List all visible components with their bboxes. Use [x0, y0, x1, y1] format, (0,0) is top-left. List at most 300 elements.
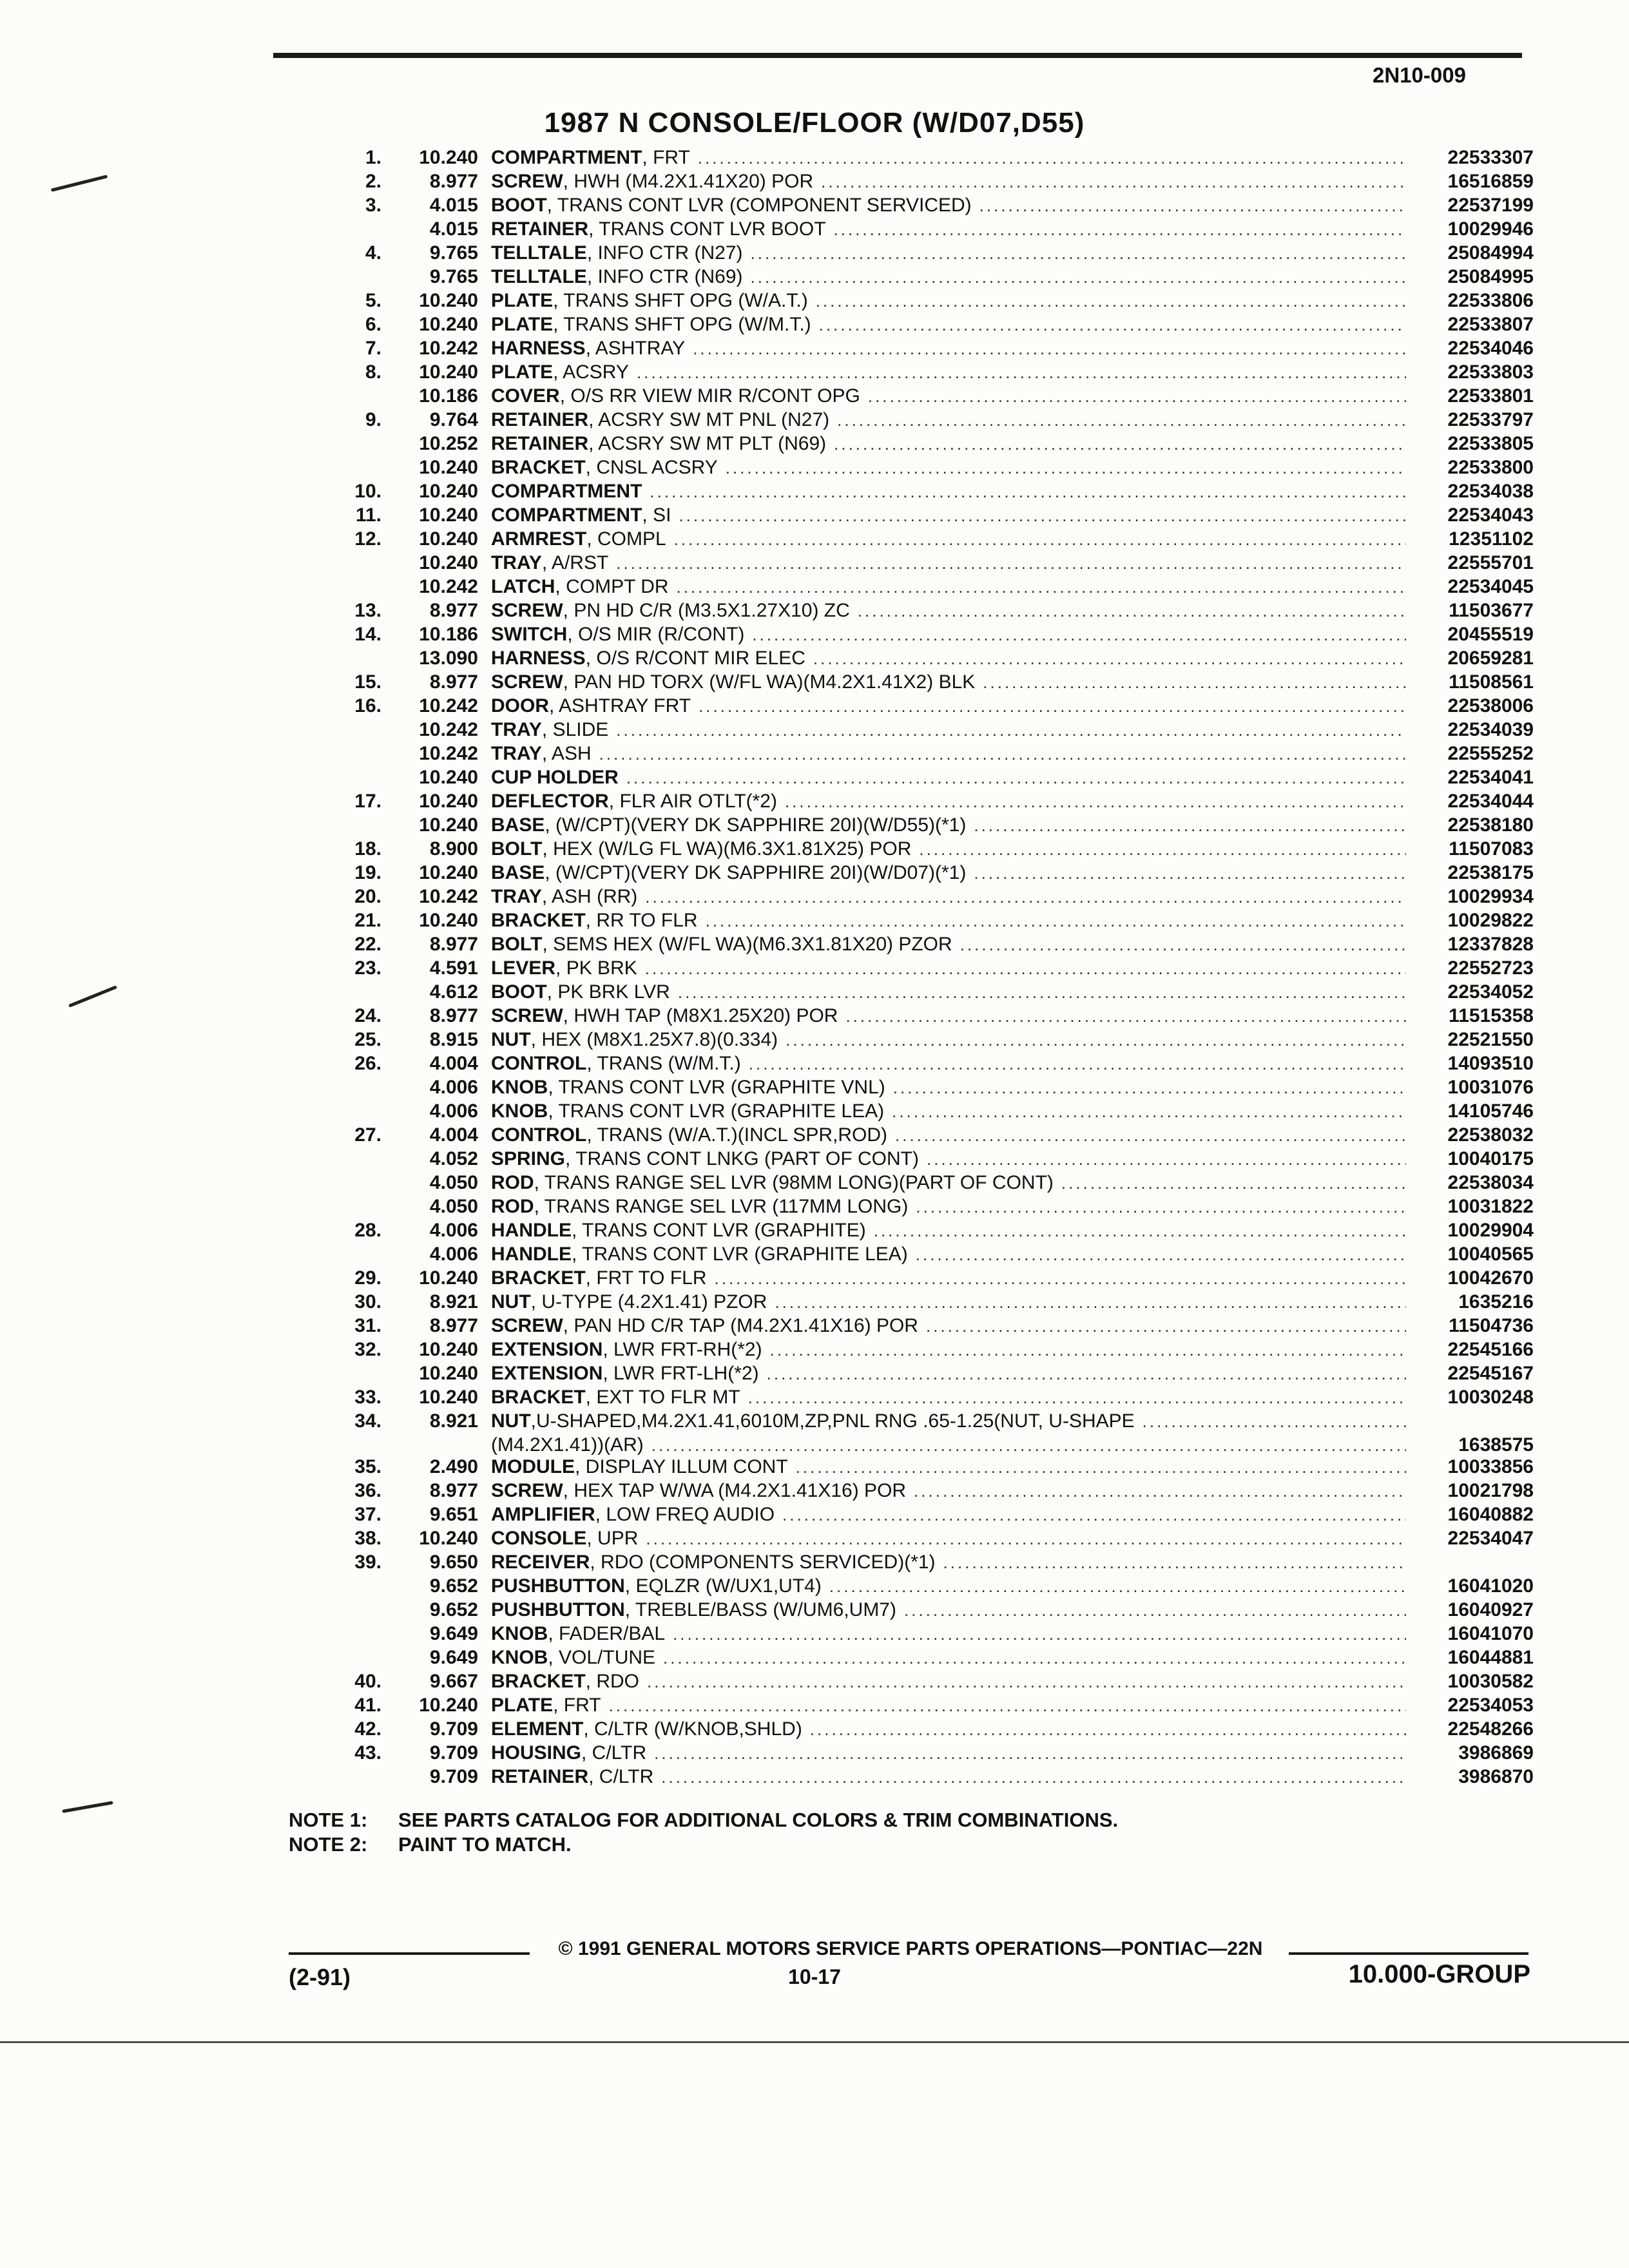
part-row: [335, 1456, 1534, 1480]
part-row: [335, 1220, 1534, 1244]
part-row: [335, 838, 1534, 862]
part-detail: , O/S R/CONT MIR ELEC: [585, 648, 805, 669]
part-detail: , ASH: [541, 743, 592, 764]
part-description: [491, 1480, 914, 1502]
part-row: [335, 600, 1534, 624]
part-detail: , TRANS RANGE SEL LVR (98MM LONG)(PART OF CONT): [534, 1172, 1054, 1193]
part-name: KNOB: [491, 1077, 548, 1098]
group-number: 10.240: [419, 1695, 478, 1716]
item-number: 7.: [365, 338, 381, 359]
scan-mark: [68, 985, 117, 1008]
part-detail: , FLR AIR OTLT(*2): [608, 791, 777, 812]
part-detail: , VOL/TUNE: [548, 1647, 656, 1668]
part-name: BRACKET: [491, 1671, 586, 1692]
dot-leader: [874, 1221, 1406, 1241]
part-name: SCREW: [491, 671, 563, 693]
item-number: 26.: [354, 1053, 381, 1074]
part-number: 22534043: [1447, 505, 1534, 526]
group-number: 4.612: [429, 981, 478, 1003]
group-number: 4.006: [429, 1077, 478, 1098]
part-row: [335, 1528, 1534, 1552]
item-number: 41.: [354, 1695, 381, 1716]
page-code: 2N10-009: [1373, 63, 1466, 87]
part-description: [491, 1124, 895, 1146]
item-number: 16.: [354, 695, 381, 716]
part-name: ARMREST: [491, 528, 587, 550]
part-row: [335, 934, 1534, 957]
part-row: [335, 814, 1534, 838]
part-detail: , ACSRY SW MT PNL (N27): [588, 409, 830, 430]
group-number: 10.240: [419, 862, 478, 883]
part-detail: , ASH (RR): [541, 886, 638, 907]
part-number: 22533797: [1447, 409, 1534, 430]
note-2: [289, 1832, 1118, 1857]
group-number: 4.050: [429, 1172, 478, 1193]
group-number: 10.240: [419, 290, 478, 311]
part-number: 22534053: [1447, 1695, 1534, 1716]
part-description: [491, 1718, 810, 1740]
part-description: [491, 171, 821, 193]
dot-leader: [919, 840, 1406, 860]
part-row: [335, 981, 1534, 1005]
item-number: 36.: [354, 1480, 381, 1501]
item-number: 2.: [365, 171, 381, 192]
part-name: LEVER: [491, 957, 556, 979]
group-number: 10.186: [419, 385, 478, 407]
part-description: [491, 910, 706, 932]
part-row: [335, 719, 1534, 743]
group-number: 9.667: [429, 1671, 478, 1692]
item-number: 33.: [354, 1387, 381, 1408]
dot-leader: [816, 291, 1406, 311]
part-description: [491, 862, 974, 884]
part-row: [335, 1315, 1534, 1339]
dot-leader: [979, 196, 1406, 216]
part-row: [335, 290, 1534, 314]
dot-leader: [752, 625, 1406, 645]
part-description: [491, 886, 645, 908]
part-row: [335, 1077, 1534, 1100]
part-description: [491, 409, 837, 431]
item-number: 43.: [354, 1742, 381, 1763]
item-number: 42.: [354, 1718, 381, 1740]
dot-leader: [819, 315, 1406, 335]
part-detail: , (W/CPT)(VERY DK SAPPHIRE 20I)(W/D55)(*1): [545, 814, 967, 836]
part-detail: , FRT: [642, 147, 690, 168]
part-description: [491, 1053, 749, 1075]
part-detail: , C/LTR: [581, 1742, 647, 1763]
part-row: [335, 695, 1534, 719]
part-number: 22555252: [1447, 743, 1534, 764]
part-row: [335, 171, 1534, 195]
group-number: 9.709: [429, 1766, 478, 1787]
part-detail: , C/LTR (W/KNOB,SHLD): [583, 1718, 802, 1740]
dot-leader: [837, 410, 1406, 430]
part-name: RETAINER: [491, 409, 589, 430]
part-row: [335, 743, 1534, 767]
part-description: [491, 1148, 927, 1170]
part-description: [491, 1005, 845, 1027]
dot-leader: [834, 220, 1406, 240]
part-number: 11508561: [1449, 671, 1534, 693]
part-name: BOOT: [491, 981, 547, 1003]
part-row: [335, 1410, 1534, 1434]
part-description: [491, 1291, 775, 1313]
part-number: 10042670: [1447, 1267, 1534, 1289]
dot-leader: [785, 792, 1406, 812]
group-number: 10.242: [419, 743, 478, 764]
dot-leader: [834, 434, 1406, 454]
part-detail: , ASHTRAY: [585, 338, 686, 359]
dot-leader: [770, 1340, 1406, 1360]
dot-leader: [829, 1577, 1406, 1597]
group-number: 9.650: [429, 1552, 478, 1573]
dot-leader: [927, 1149, 1406, 1169]
part-number: 22534041: [1447, 767, 1534, 788]
dot-leader: [892, 1102, 1406, 1122]
part-description: [491, 791, 785, 812]
part-number: 20455519: [1447, 624, 1534, 645]
part-number: 11503677: [1449, 600, 1534, 621]
group-number: 10.242: [419, 886, 478, 907]
part-number: 22521550: [1447, 1029, 1534, 1050]
part-number: 22533805: [1447, 433, 1534, 454]
dot-leader: [943, 1553, 1406, 1573]
dot-leader: [775, 1293, 1406, 1312]
part-description: [491, 1766, 661, 1788]
part-row: [335, 1599, 1534, 1623]
group-number: 4.006: [429, 1220, 478, 1241]
part-name: DOOR: [491, 695, 549, 716]
part-detail: , RDO: [585, 1671, 640, 1692]
part-name: COMPARTMENT: [491, 147, 642, 168]
group-number: 9.651: [429, 1504, 478, 1525]
item-number: 12.: [354, 528, 381, 550]
part-description: [491, 1456, 796, 1478]
dot-leader: [810, 1720, 1406, 1740]
part-name: PLATE: [491, 290, 554, 311]
dot-leader: [748, 1388, 1406, 1408]
part-description: [491, 671, 983, 693]
group-number: 10.240: [419, 1528, 478, 1549]
part-number: 10021798: [1447, 1480, 1534, 1501]
part-name: PLATE: [491, 361, 554, 383]
part-number: 22534039: [1447, 719, 1534, 740]
part-number: 22538175: [1447, 862, 1534, 883]
part-description: [491, 1029, 786, 1051]
part-detail: , CNSL ACSRY: [585, 457, 718, 478]
group-number: 13.090: [419, 648, 478, 669]
part-description: [491, 1339, 770, 1361]
part-row: [335, 1363, 1534, 1387]
note-text: PAINT TO MATCH.: [398, 1833, 572, 1856]
part-description: [491, 814, 974, 836]
group-number: 8.977: [429, 600, 478, 621]
page-number: 10-17: [788, 1965, 841, 1988]
part-row: [335, 1766, 1534, 1790]
group-number: 10.242: [419, 576, 478, 597]
part-row: [335, 1100, 1534, 1124]
item-number: 10.: [354, 481, 381, 502]
dot-leader: [916, 1245, 1406, 1265]
part-detail: , ASHTRAY FRT: [549, 695, 691, 716]
part-detail: , SI: [642, 505, 671, 526]
part-number: 22548266: [1447, 1718, 1534, 1740]
part-name: MODULE: [491, 1456, 575, 1477]
part-row: [335, 1005, 1534, 1029]
part-name: CONTROL: [491, 1124, 587, 1146]
group-number: 9.765: [429, 242, 478, 264]
part-description: [491, 743, 599, 765]
part-detail: , C/LTR: [588, 1766, 654, 1787]
part-number: 10033856: [1447, 1456, 1534, 1477]
dot-leader: [661, 1767, 1406, 1787]
part-detail: , RR TO FLR: [585, 910, 698, 931]
part-number: 10031076: [1447, 1077, 1534, 1098]
part-name: TRAY: [491, 719, 542, 740]
part-number: 16040882: [1447, 1504, 1534, 1525]
part-row: [335, 1196, 1534, 1220]
part-number: 12337828: [1447, 934, 1534, 955]
part-row: [335, 1504, 1534, 1528]
part-description: [491, 1671, 647, 1693]
note-label: NOTE 2:: [289, 1833, 368, 1856]
part-description: [491, 1742, 654, 1764]
dot-leader: [916, 1197, 1406, 1217]
part-row: [335, 1434, 1534, 1456]
part-description: [491, 1244, 916, 1265]
dot-leader: [893, 1078, 1406, 1098]
part-detail: , DISPLAY ILLUM CONT: [575, 1456, 788, 1477]
item-number: 25.: [354, 1029, 381, 1050]
part-number: 10040565: [1447, 1244, 1534, 1265]
part-detail: , TRANS CONT LVR (GRAPHITE LEA): [548, 1100, 885, 1122]
part-name: COMPARTMENT: [491, 481, 642, 502]
part-name: BASE: [491, 862, 545, 883]
item-number: 20.: [354, 886, 381, 907]
group-number: 9.649: [429, 1647, 478, 1668]
part-row: [335, 195, 1534, 218]
part-detail: , COMPT DR: [555, 576, 669, 597]
group-number: 10.240: [419, 814, 478, 836]
dot-leader: [751, 267, 1406, 287]
part-row: [335, 409, 1534, 433]
part-detail: , RDO (COMPONENTS SERVICED)(*1): [590, 1552, 936, 1573]
item-number: 24.: [354, 1005, 381, 1026]
item-number: 5.: [365, 290, 381, 311]
group-code: 10.000-GROUP: [1348, 1960, 1530, 1988]
part-name: SPRING: [491, 1148, 566, 1169]
part-row: [335, 505, 1534, 528]
dot-leader: [599, 744, 1406, 764]
part-description: [491, 719, 616, 741]
item-number: 32.: [354, 1339, 381, 1360]
part-detail: ,U-SHAPED,M4.2X1.41,6010M,ZP,PNL RNG .65-1.25(NUT, U-SHAPE: [530, 1410, 1135, 1432]
item-number: 19.: [354, 862, 381, 883]
group-number: 8.977: [429, 671, 478, 693]
part-detail: , FADER/BAL: [548, 1623, 666, 1644]
part-row: [335, 767, 1534, 791]
part-number: 22534047: [1447, 1528, 1534, 1549]
part-number: 22533801: [1447, 385, 1534, 407]
part-name: BRACKET: [491, 910, 586, 931]
part-number: 10031822: [1447, 1196, 1534, 1217]
part-name: DEFLECTOR: [491, 791, 609, 812]
group-number: 4.052: [429, 1148, 478, 1169]
item-number: 37.: [354, 1504, 381, 1525]
dot-leader: [609, 1696, 1406, 1716]
part-name: BOLT: [491, 934, 543, 955]
item-number: 18.: [354, 838, 381, 860]
dot-leader: [904, 1600, 1406, 1620]
item-number: 22.: [354, 934, 381, 955]
part-row: [335, 1053, 1534, 1077]
dot-leader: [796, 1457, 1406, 1477]
group-number: 10.242: [419, 338, 478, 359]
item-number: 38.: [354, 1528, 381, 1549]
dot-leader: [673, 1624, 1406, 1644]
part-description: [491, 195, 979, 216]
part-detail: , ACSRY: [553, 361, 629, 383]
part-row: [335, 147, 1534, 171]
part-name: TRAY: [491, 743, 542, 764]
item-number: 27.: [354, 1124, 381, 1146]
dot-leader: [782, 1505, 1406, 1525]
group-number: 10.242: [419, 695, 478, 716]
part-detail: , INFO CTR (N69): [586, 266, 743, 287]
part-name: PLATE: [491, 314, 554, 335]
part-description: [491, 695, 699, 717]
part-row: [335, 576, 1534, 600]
part-row: [335, 1552, 1534, 1575]
footer-rule-right: [1289, 1952, 1528, 1955]
part-detail: , O/S MIR (R/CONT): [567, 624, 745, 645]
part-number: 22552723: [1447, 957, 1534, 979]
part-detail: , COMPL: [586, 528, 666, 550]
part-name: BOOT: [491, 195, 547, 216]
part-detail: , TREBLE/BASS (W/UM6,UM7): [624, 1599, 896, 1620]
part-name: HANDLE: [491, 1244, 572, 1265]
dot-leader: [706, 911, 1406, 931]
part-row: [335, 457, 1534, 481]
group-number: 10.240: [419, 910, 478, 931]
part-name: CONTROL: [491, 1053, 587, 1074]
group-number: 8.900: [429, 838, 478, 860]
part-number: 3986870: [1458, 1766, 1534, 1787]
scan-mark: [51, 175, 108, 192]
dot-leader: [926, 1316, 1406, 1336]
item-number: 14.: [354, 624, 381, 645]
part-name: SWITCH: [491, 624, 568, 645]
part-description: [491, 1504, 782, 1526]
part-description: [491, 767, 626, 789]
part-name: KNOB: [491, 1647, 548, 1668]
part-number: 22533807: [1447, 314, 1534, 335]
part-number: 22534044: [1447, 791, 1534, 812]
group-number: 10.240: [419, 505, 478, 526]
part-row: [335, 1244, 1534, 1267]
part-name: KNOB: [491, 1623, 548, 1644]
group-number: 9.649: [429, 1623, 478, 1644]
part-description: [491, 552, 616, 574]
date-code: (2-91): [289, 1964, 351, 1990]
group-number: 4.015: [429, 195, 478, 216]
notes: [289, 1808, 1118, 1857]
part-detail: , TRANS CONT LVR (COMPONENT SERVICED): [546, 195, 972, 216]
part-name: PUSHBUTTON: [491, 1575, 625, 1597]
part-detail: (M4.2X1.41))(AR): [491, 1434, 644, 1456]
part-number: 22545167: [1447, 1363, 1534, 1384]
item-number: 30.: [354, 1291, 381, 1312]
dot-leader: [726, 458, 1406, 478]
part-number: 22538032: [1447, 1124, 1534, 1146]
part-name: TELLTALE: [491, 266, 587, 287]
part-description: [491, 576, 677, 598]
part-name: AMPLIFIER: [491, 1504, 595, 1525]
part-number: 1635216: [1458, 1291, 1534, 1312]
part-detail: , PAN HD TORX (W/FL WA)(M4.2X1.41X2) BLK: [563, 671, 976, 693]
part-description: [491, 1552, 943, 1573]
part-number: 22534038: [1447, 481, 1534, 502]
item-number: 34.: [354, 1410, 381, 1432]
part-number: 11507083: [1449, 838, 1534, 860]
part-description: [491, 147, 698, 169]
part-number: 22538180: [1447, 814, 1534, 836]
part-number: 25084995: [1447, 266, 1534, 287]
item-number: 35.: [354, 1456, 381, 1477]
part-description: [491, 838, 919, 860]
header-rule: [273, 53, 1522, 58]
group-number: 8.915: [429, 1029, 478, 1050]
dot-leader: [616, 720, 1406, 740]
part-number: 1638575: [1458, 1434, 1534, 1456]
part-number: 22537199: [1447, 195, 1534, 216]
part-description: [491, 957, 645, 979]
part-row: [335, 1387, 1534, 1410]
dot-leader: [678, 983, 1406, 1003]
group-number: 2.490: [429, 1456, 478, 1477]
part-name: PUSHBUTTON: [491, 1599, 625, 1620]
dot-leader: [693, 339, 1406, 359]
part-description: [491, 934, 960, 956]
part-name: HARNESS: [491, 338, 586, 359]
part-detail: , LWR FRT-RH(*2): [602, 1339, 762, 1360]
dot-leader: [679, 506, 1406, 526]
dot-leader: [813, 649, 1406, 669]
part-detail: , HWH TAP (M8X1.25X20) POR: [563, 1005, 838, 1026]
part-name: ROD: [491, 1196, 534, 1217]
part-description: [491, 242, 751, 264]
part-description: [491, 457, 726, 479]
dot-leader: [868, 387, 1406, 407]
dot-leader: [767, 1364, 1406, 1384]
group-number: 9.709: [429, 1742, 478, 1763]
part-detail: , TRANS CONT LVR (GRAPHITE LEA): [572, 1244, 908, 1265]
copyright: © 1991 GENERAL MOTORS SERVICE PARTS OPERATIONS—PONTIAC—22N: [558, 1938, 1263, 1959]
dot-leader: [650, 482, 1406, 502]
part-name: KNOB: [491, 1100, 548, 1122]
part-name: HARNESS: [491, 648, 586, 669]
dot-leader: [821, 172, 1406, 192]
part-row: [335, 1623, 1534, 1647]
note-1: [289, 1808, 1118, 1832]
dot-leader: [974, 863, 1406, 883]
part-row: [335, 791, 1534, 814]
part-row: [335, 1148, 1534, 1172]
part-row: [335, 1671, 1534, 1695]
group-number: 10.240: [419, 457, 478, 478]
part-description: [491, 1172, 1061, 1194]
